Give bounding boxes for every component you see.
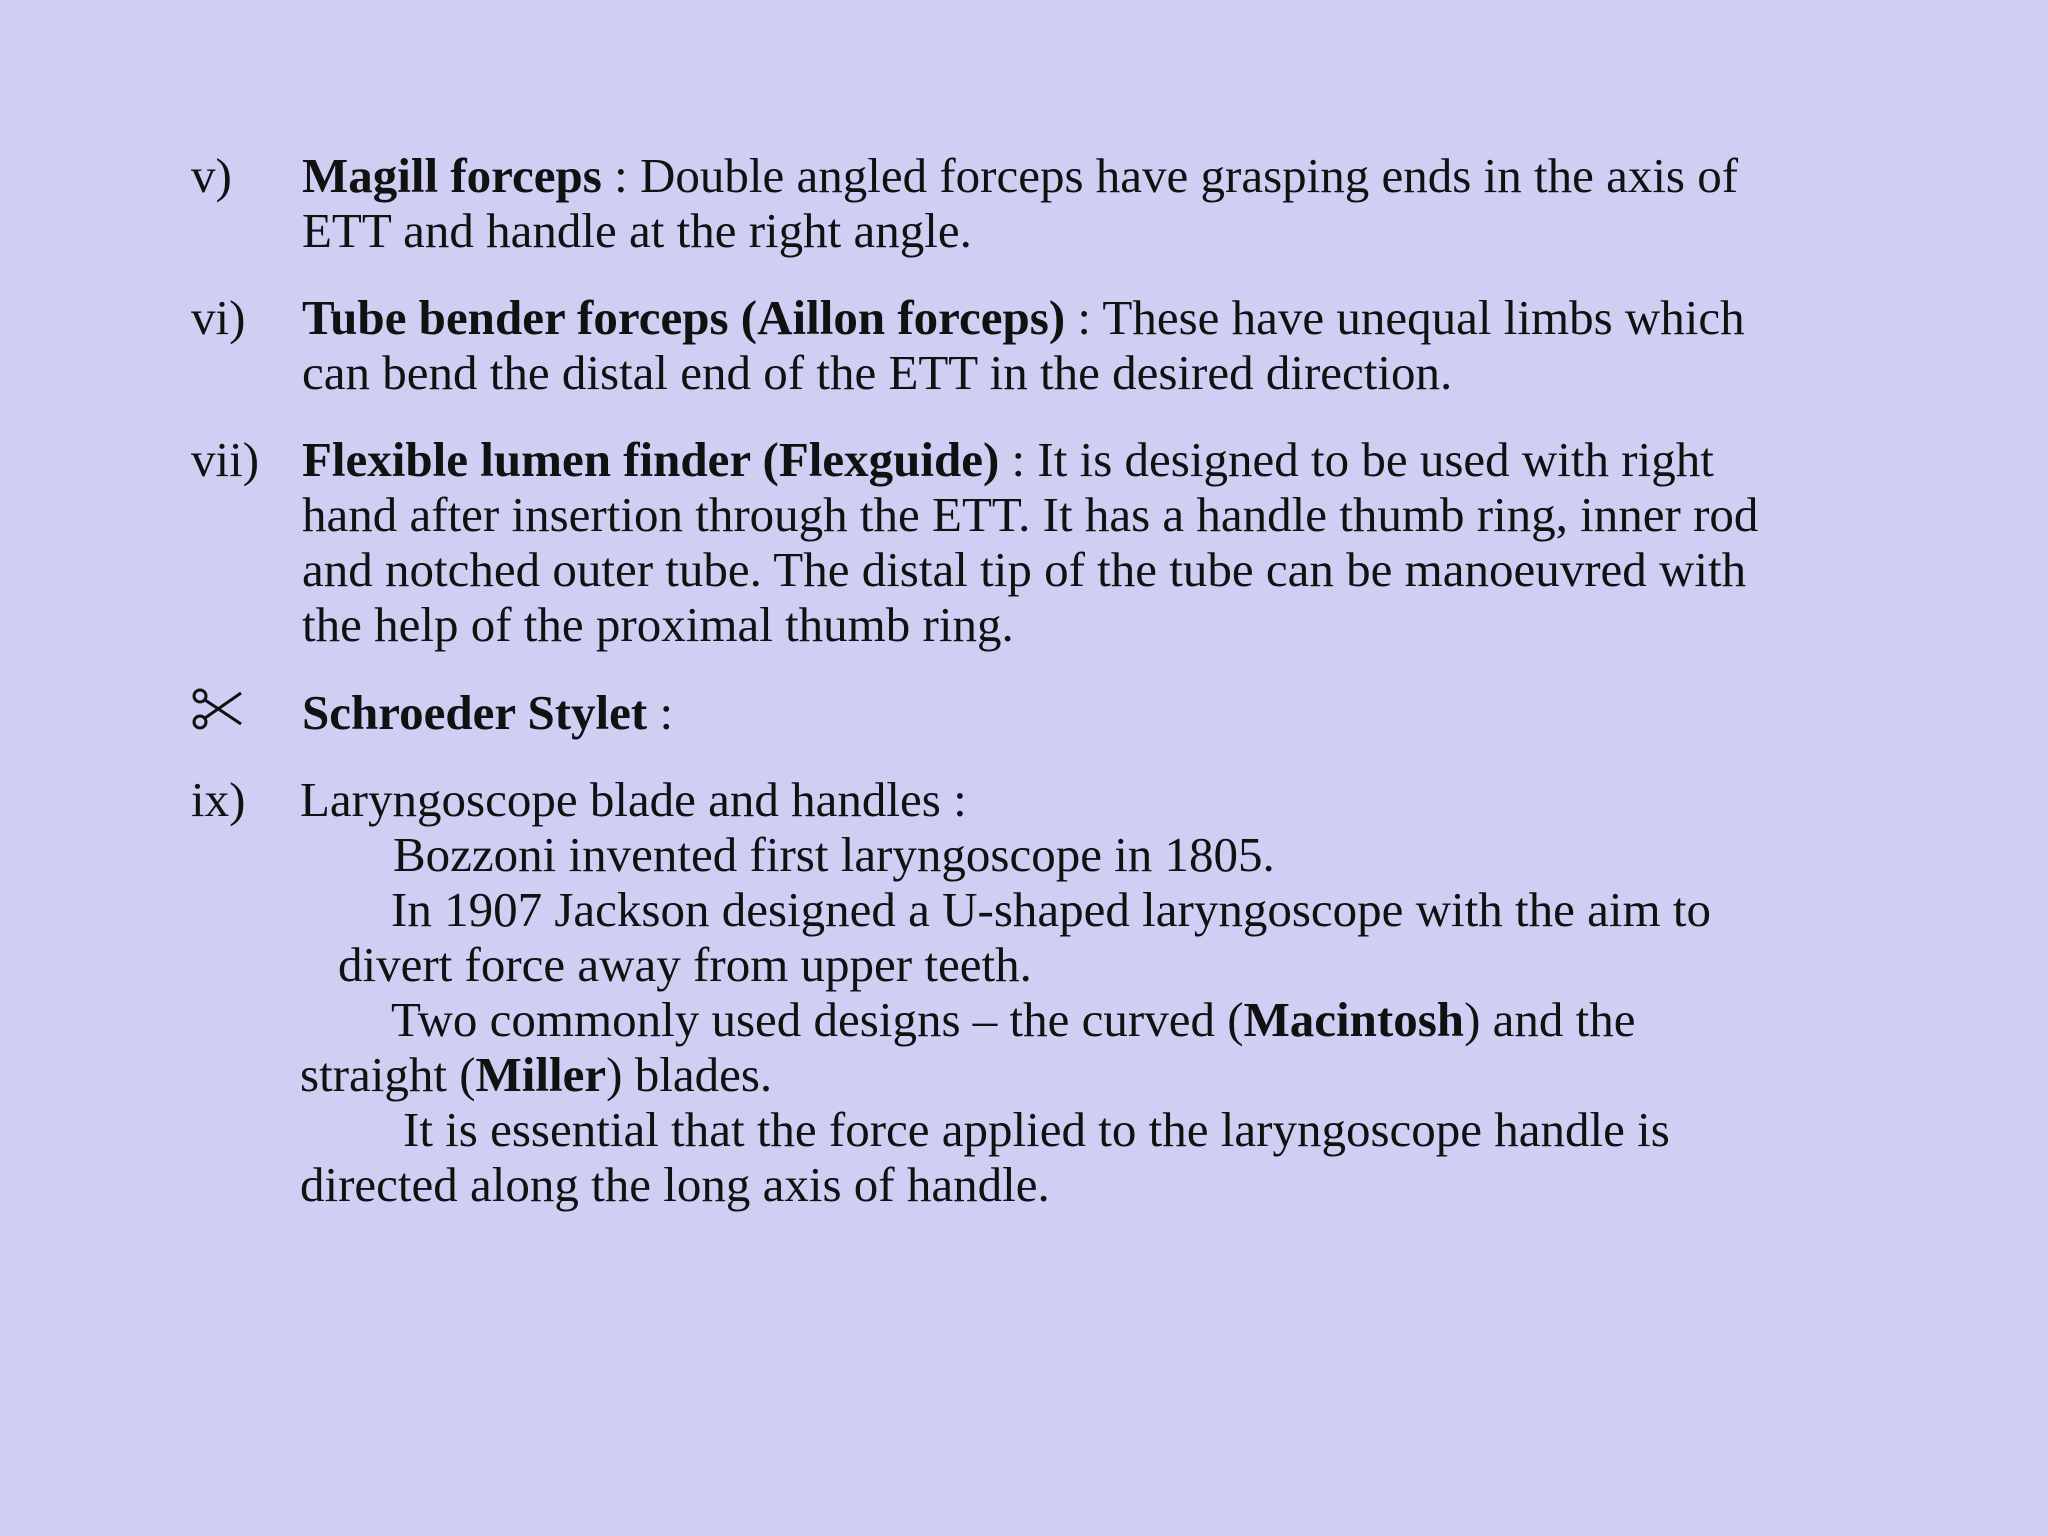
text-line: the help of the proximal thumb ring. (302, 597, 1014, 652)
text-line (302, 432, 1862, 487)
description: These have unequal limbs which (1102, 290, 1745, 345)
list-marker: v) (191, 148, 232, 203)
paragraph-line: Bozzoni invented first laryngoscope in 1805. (393, 827, 1275, 882)
description: Double angled forceps have grasping ends in the axis of (639, 148, 1739, 203)
item-title: Laryngoscope blade and handles : (300, 772, 967, 827)
text-line (302, 290, 1862, 345)
item-title: Tube bender forceps (Aillon forceps) (302, 290, 1066, 345)
list-item-text (302, 290, 1862, 400)
paragraph-line (300, 1047, 1860, 1102)
paragraph-line: divert force away from upper teeth. (338, 937, 1032, 992)
text-line: ETT and handle at the right angle. (302, 203, 972, 258)
separator: : (601, 148, 640, 203)
text-line: can bend the distal end of the ETT in the desired direction. (302, 345, 1453, 400)
text-run: ) and the (1464, 992, 1636, 1047)
description: It is designed to be used with right (1037, 432, 1714, 487)
list-item-text (300, 772, 1860, 1212)
list-item-text (302, 148, 1862, 258)
term-macintosh: Macintosh (1243, 992, 1465, 1047)
term-miller: Miller (475, 1047, 607, 1102)
list-marker: vi) (191, 290, 246, 345)
paragraph-line: directed along the long axis of handle. (300, 1157, 1050, 1212)
paragraph-line (300, 992, 1860, 1047)
text-line (302, 685, 1862, 740)
scissors-icon (191, 685, 247, 744)
separator: : (1065, 290, 1103, 345)
item-title: Magill forceps (302, 148, 602, 203)
list-marker: ix) (191, 772, 246, 827)
list-item-text (302, 685, 1862, 740)
text-line: hand after insertion through the ETT. It has a handle thumb ring, inner rod (302, 487, 1759, 542)
text-line (302, 148, 1862, 203)
separator: : (647, 685, 674, 740)
paragraph-line: In 1907 Jackson designed a U-shaped laryngoscope with the aim to (391, 882, 1711, 937)
list-marker: vii) (191, 432, 260, 487)
paragraph-line: It is essential that the force applied to the laryngoscope handle is (403, 1102, 1670, 1157)
separator: : (999, 432, 1038, 487)
item-title: Flexible lumen finder (Flexguide) (302, 432, 1000, 487)
text-run: straight ( (300, 1047, 476, 1102)
list-item-text (302, 432, 1862, 652)
text-run: Two commonly used designs – the curved ( (391, 992, 1244, 1047)
text-line: and notched outer tube. The distal tip of the tube can be manoeuvred with (302, 542, 1747, 597)
item-title: Schroeder Stylet (302, 685, 648, 740)
text-run: ) blades. (606, 1047, 773, 1102)
